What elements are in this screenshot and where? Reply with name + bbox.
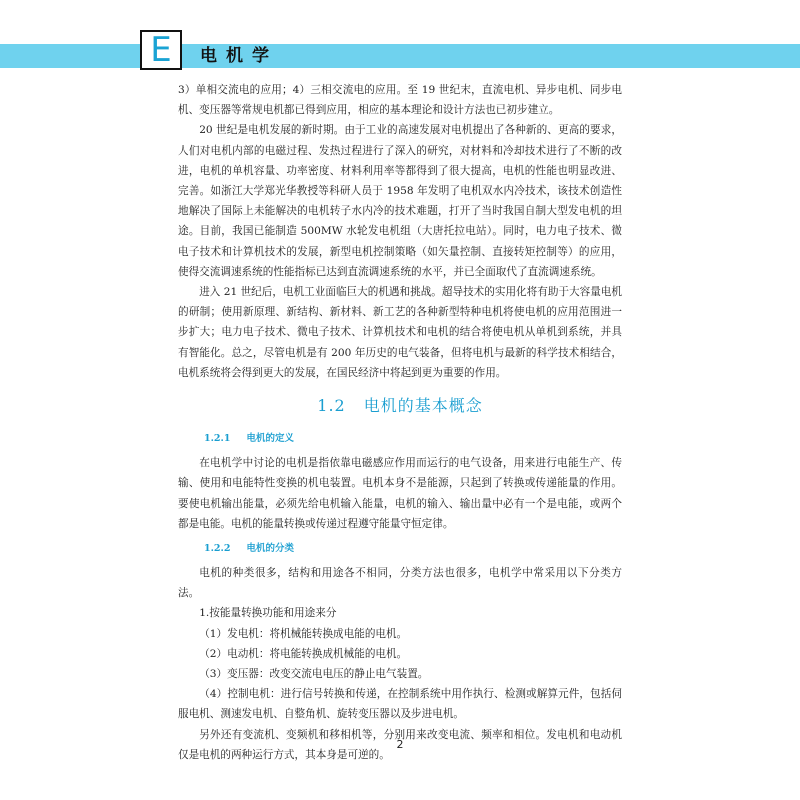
paragraph: 在电机学中讨论的电机是指依靠电磁感应作用而运行的电气设备，用来进行电能生产、传输、使用和电能特性变换的机电装置。电机本身不是能源，只起到了转换或传递能量的作用。要使电机输出能量，必须先给电机输入能量，电机的输入、输出量中必有一个是电能，或两个都是电能。电机的能量转换或传递过程遵守能量守恒定律。: [178, 457, 622, 530]
list-item: （1）发电机：将机械能转换成电能的电机。: [199, 627, 408, 640]
list-item: （2）电动机：将电能转换成机械能的电机。: [199, 647, 408, 660]
paragraph: 进入 21 世纪后，电机工业面临巨大的机遇和挑战。超导技术的实用化将有助于大容量电机的研制；使用新原理、新结构、新材料、新工艺的各种新型特种电机将使电机的应用范围进一步扩大；电力电子技术、微电子技术、计算机技术和电机的结合将使电机从单机到系统，并具有智能化。总之，尽管电机是有 200 年历史的电气装备，但将电机与最新的科学技术相结合，电机系统将会得到更大的发展，在国民经济中将起到更为重要的作用。: [178, 286, 622, 379]
section-number: 1.2: [317, 396, 346, 416]
chapter-badge: [140, 30, 182, 70]
header-band: [0, 44, 800, 68]
section-title: 电机的基本概念: [363, 396, 483, 416]
chapter-letter: E: [150, 30, 172, 70]
subsection-heading: [204, 539, 622, 559]
paragraph: 20 世纪是电机发展的新时期。由于工业的高速发展对电机提出了各种新的、更高的要求，人们对电机内部的电磁过程、发热过程进行了深入的研究，对材料和冷却技术进行了不断的改进，电机的单机容量、功率密度、材料利用率等都得到了很大提高，电机的性能也明显改进、完善。如浙江大学郑光华教授等科研人员于 1958 年发明了电机双水内冷技术，该技术创造性地解决了国际上未能解决的电机转子水内冷的技术难题，打开了当时我国自制大型发电机的坦途。目前，我国已能制造 500MW 水轮发电机组（大唐托拉电站）。同时，电力电子技术、微电子技术和计算机技术的发展，新型电机控制策略（如矢量控制、直接转矩控制等）的应用，使得交流调速系统的性能指标已达到直流调速系统的水平，并已全面取代了直流调速系统。: [178, 124, 622, 278]
subsection-number: 1.2.1: [204, 433, 231, 445]
list-item: （3）变压器：改变交流电电压的静止电气装置。: [199, 668, 429, 681]
subsection-heading: [204, 429, 622, 449]
list-heading: 1.按能量转换功能和用途来分: [199, 607, 337, 620]
section-heading: [178, 396, 622, 416]
subsection-title: 电机的分类: [246, 543, 294, 555]
paragraph: 另外还有变流机、变频机和移相机等，分别用来改变电流、频率和相位。发电机和电动机仅是电机的两种运行方式，其本身是可逆的。: [178, 728, 622, 761]
paragraph: 电机的种类很多，结构和用途各不相同，分类方法也很多，电机学中常采用以下分类方法。: [178, 567, 622, 600]
page-number: 2: [396, 738, 404, 751]
subsection-number: 1.2.2: [204, 543, 231, 555]
page-body: [178, 80, 622, 765]
paragraph: 3）单相交流电的应用；4）三相交流电的应用。至 19 世纪末，直流电机、异步电机、同步电机、变压器等常规电机都已得到应用，相应的基本理论和设计方法也已初步建立。: [178, 84, 622, 117]
list-item: （4）控制电机：进行信号转换和传递，在控制系统中用作执行、检测或解算元件，包括伺服电机、测速发电机、自整角机、旋转变压器以及步进电机。: [178, 688, 622, 721]
book-title: 电机学: [200, 46, 278, 66]
subsection-title: 电机的定义: [246, 433, 294, 445]
